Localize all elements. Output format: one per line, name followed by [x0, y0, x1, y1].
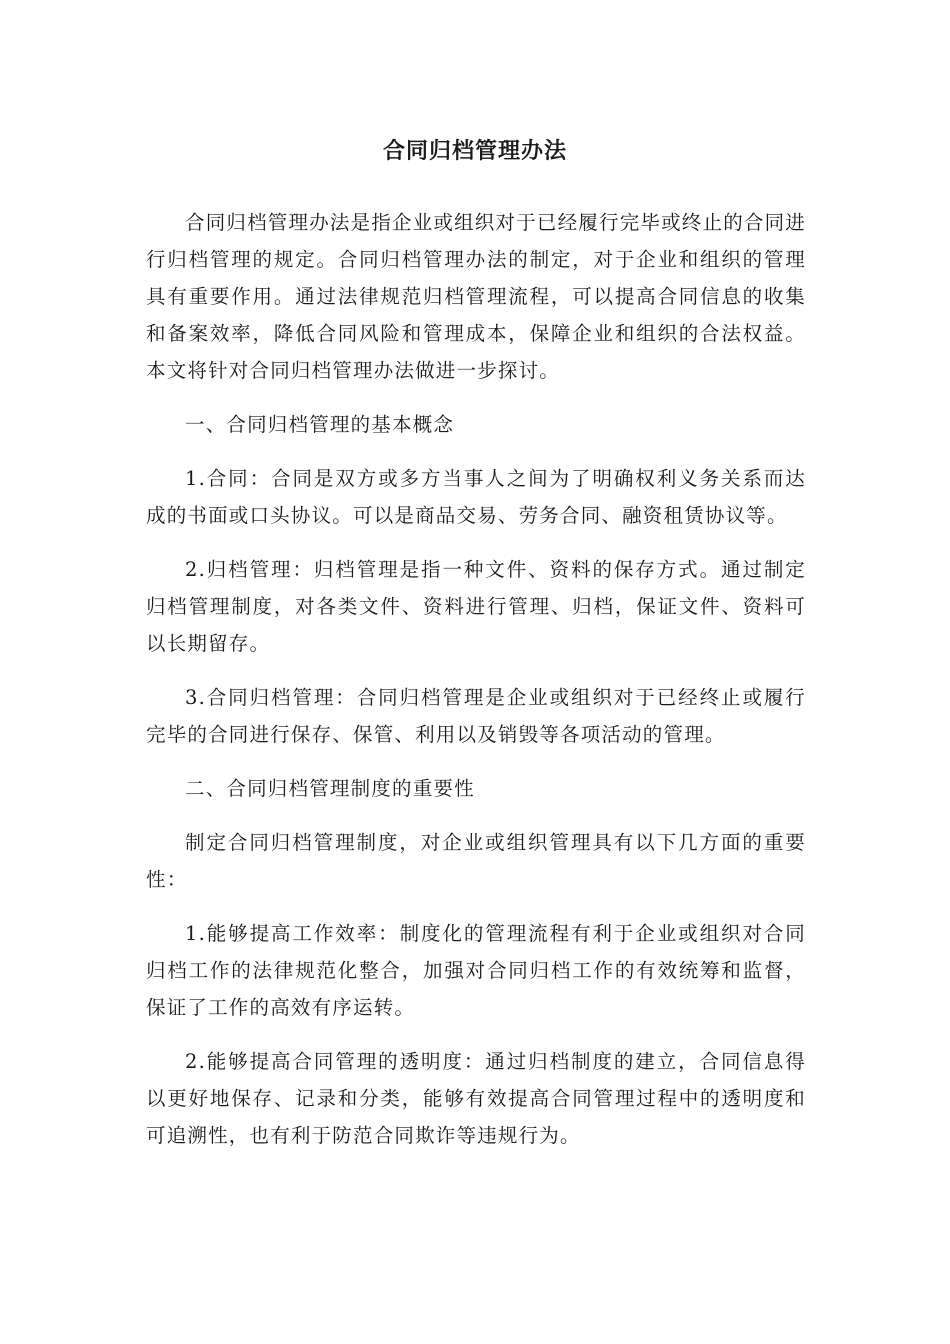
document-body: [146, 204, 806, 1171]
section-heading-1: 一、合同归档管理的基本概念: [185, 413, 455, 436]
document-title: 合同归档管理办法: [382, 139, 567, 164]
definition-contract-archive-management: 3.合同归档管理：合同归档管理是企业或组织对于已经终止或履行完毕的合同进行保存、保管、利用以及销毁等各项活动的管理。: [146, 686, 806, 746]
definition-archive-management: 2.归档管理：归档管理是指一种文件、资料的保存方式。通过制定归档管理制度，对各类文件、资料进行管理、归档，保证文件、资料可以长期留存。: [146, 558, 806, 655]
definition-contract: 1.合同：合同是双方或多方当事人之间为了明确权利义务关系而达成的书面或口头协议。可以是商品交易、劳务合同、融资租赁协议等。: [146, 467, 806, 527]
importance-efficiency: 1.能够提高工作效率：制度化的管理流程有利于企业或组织对合同归档工作的法律规范化整合，加强对合同归档工作的有效统筹和监督，保证了工作的高效有序运转。: [146, 922, 806, 1019]
section-heading-2: 二、合同归档管理制度的重要性: [185, 777, 475, 800]
importance-transparency: 2.能够提高合同管理的透明度：通过归档制度的建立，合同信息得以更好地保存、记录和分类，能够有效提高合同管理过程中的透明度和可追溯性，也有利于防范合同欺诈等违规行为。: [146, 1050, 806, 1147]
importance-intro: 制定合同归档管理制度，对企业或组织管理具有以下几方面的重要性：: [146, 831, 806, 891]
intro-paragraph: 合同归档管理办法是指企业或组织对于已经履行完毕或终止的合同进行归档管理的规定。合同归档管理办法的制定，对于企业和组织的管理具有重要作用。通过法律规范归档管理流程，可以提高合同信息的收集和备案效率，降低合同风险和管理成本，保障企业和组织的合法权益。本文将针对合同归档管理办法做进一步探讨。: [146, 211, 807, 382]
